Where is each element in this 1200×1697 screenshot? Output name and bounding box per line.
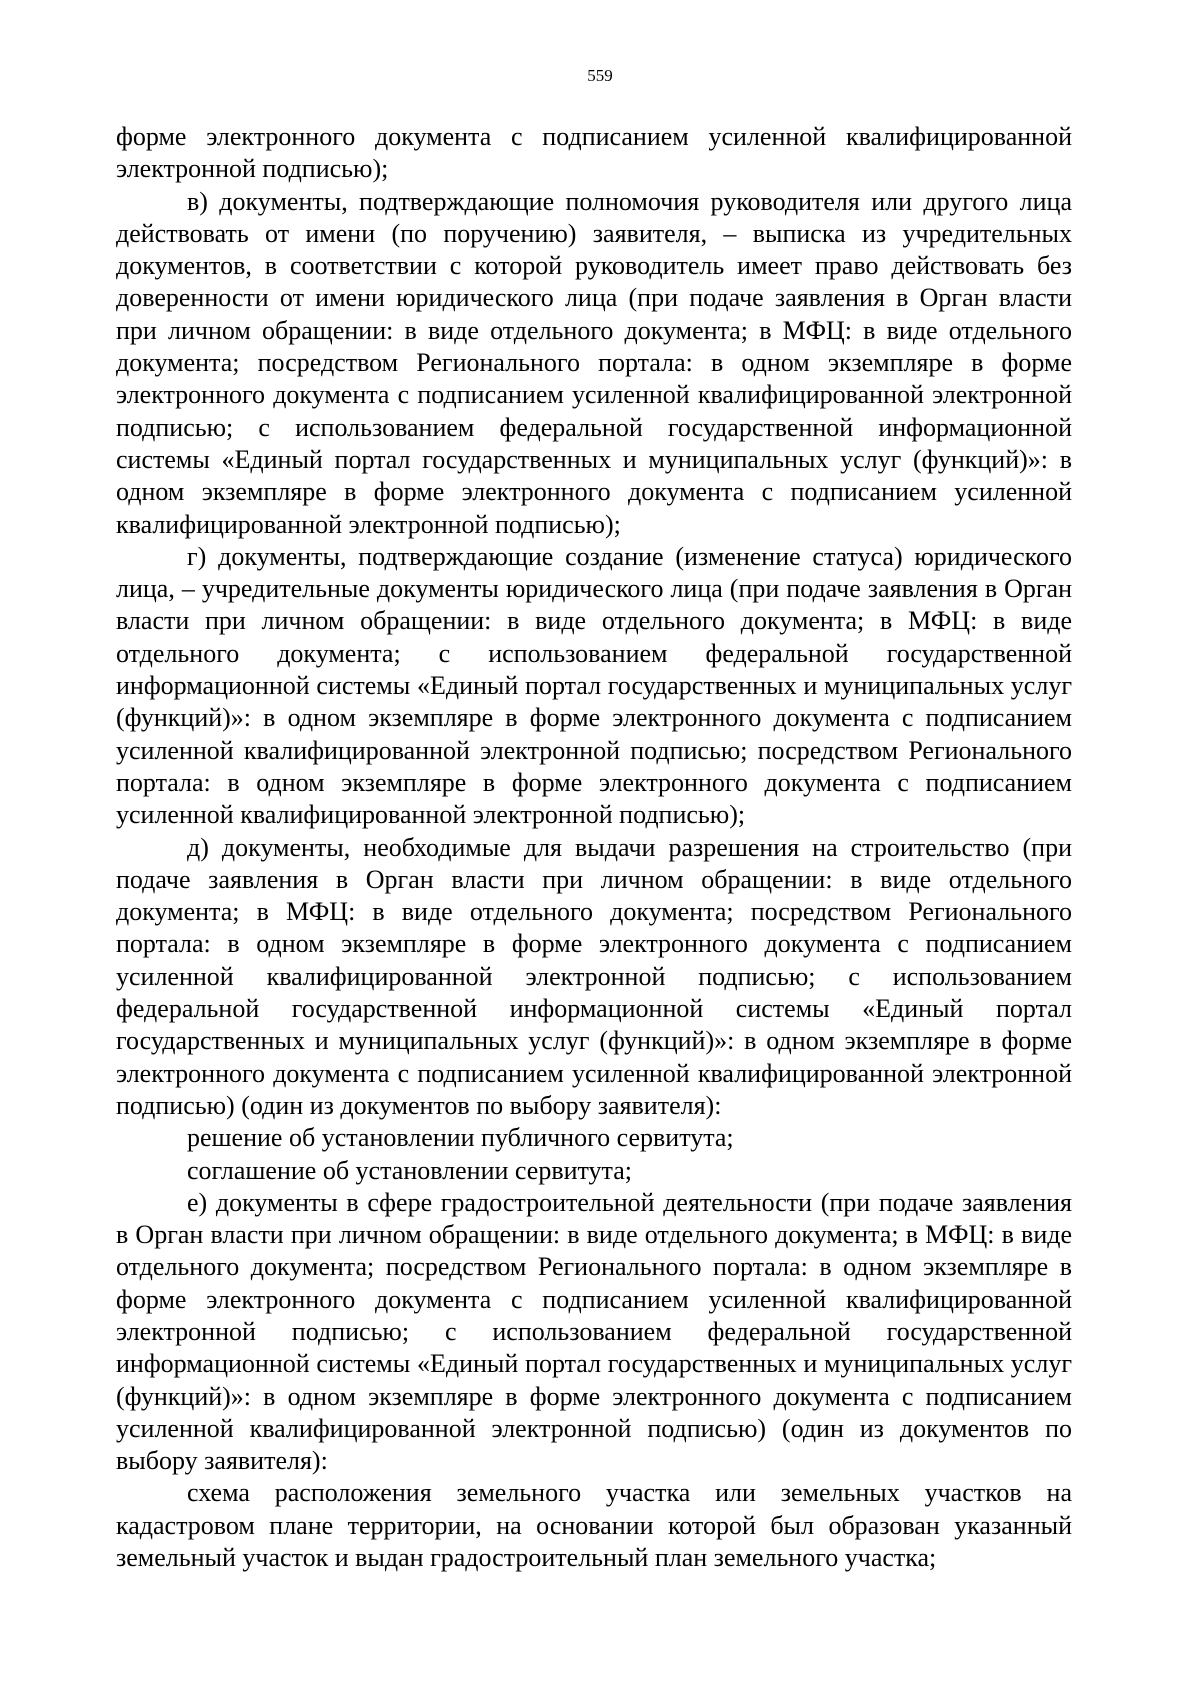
document-body — [116, 121, 1072, 1574]
list-entry-servitude-agreement: соглашение об установлении сервитута; — [187, 1155, 632, 1185]
paragraph-item-v: в) документы, подтверждающие полномочия руководителя или другого лица действовать от имени (по поручению) заявителя, – выписка из учредительных документов, в соответствии с которой руководитель имеет право действовать без доверенности от имени юридического лица (при подаче заявления в Орган власти при личном обращении: в виде отдельного документа; в МФЦ: в виде отдельного документа; посредством Регионального портала: в одном экземпляре в форме электронного документа с подписанием усиленной квалифицированной электронной подписью; с использованием федеральной государственной информационной системы «Единый портал государственных и муниципальных услуг (функций)»: в одном экземпляре в форме электронного документа с подписанием усиленной квалифицированной электронной подписью); — [116, 186, 1072, 539]
list-entry-land-plot-scheme: схема расположения земельного участка или земельных участков на кадастровом плане территории, на основании которой был образован указанный земельный участок и выдан градостроительный план земельного участка; — [116, 1478, 1072, 1573]
paragraph-item-e: е) документы в сфере градостроительной деятельности (при подаче заявления в Орган власти при личном обращении: в виде отдельного документа; в МФЦ: в виде отдельного документа; посредством Регионального портала: в одном экземпляре в форме электронного документа с подписанием усиленной квалифицированной электронной подписью; с использованием федеральной государственной информационной системы «Единый портал государственных и муниципальных услуг (функций)»: в одном экземпляре в форме электронного документа с подписанием усиленной квалифицированной электронной подписью) (один из документов по выбору заявителя): — [116, 1187, 1072, 1476]
paragraph-continuation: форме электронного документа с подписанием усиленной квалифицированной электронной подписью); — [116, 122, 1072, 184]
list-entry-public-servitude: решение об установлении публичного сервитута; — [187, 1123, 734, 1153]
paragraph-item-g: г) документы, подтверждающие создание (изменение статуса) юридического лица, – учредительные документы юридического лица (при подаче заявления в Орган власти при личном обращении: в виде отдельного документа; в МФЦ: в виде отдельного документа; с использованием федеральной государственной информационной системы «Единый портал государственных и муниципальных услуг (функций)»: в одном экземпляре в форме электронного документа с подписанием усиленной квалифицированной электронной подписью; посредством Регионального портала: в одном экземпляре в форме электронного документа с подписанием усиленной квалифицированной электронной подписью); — [116, 541, 1072, 830]
page-number: 559 — [587, 66, 613, 85]
paragraph-item-d: д) документы, необходимые для выдачи разрешения на строительство (при подаче заявления в Орган власти при личном обращении: в виде отдельного документа; в МФЦ: в виде отдельного документа; посредством Регионального портала: в одном экземпляре в форме электронного документа с подписанием усиленной квалифицированной электронной подписью; с использованием федеральной государственной информационной системы «Единый портал государственных и муниципальных услуг (функций)»: в одном экземпляре в форме электронного документа с подписанием усиленной квалифицированной электронной подписью) (один из документов по выбору заявителя): — [116, 832, 1072, 1120]
